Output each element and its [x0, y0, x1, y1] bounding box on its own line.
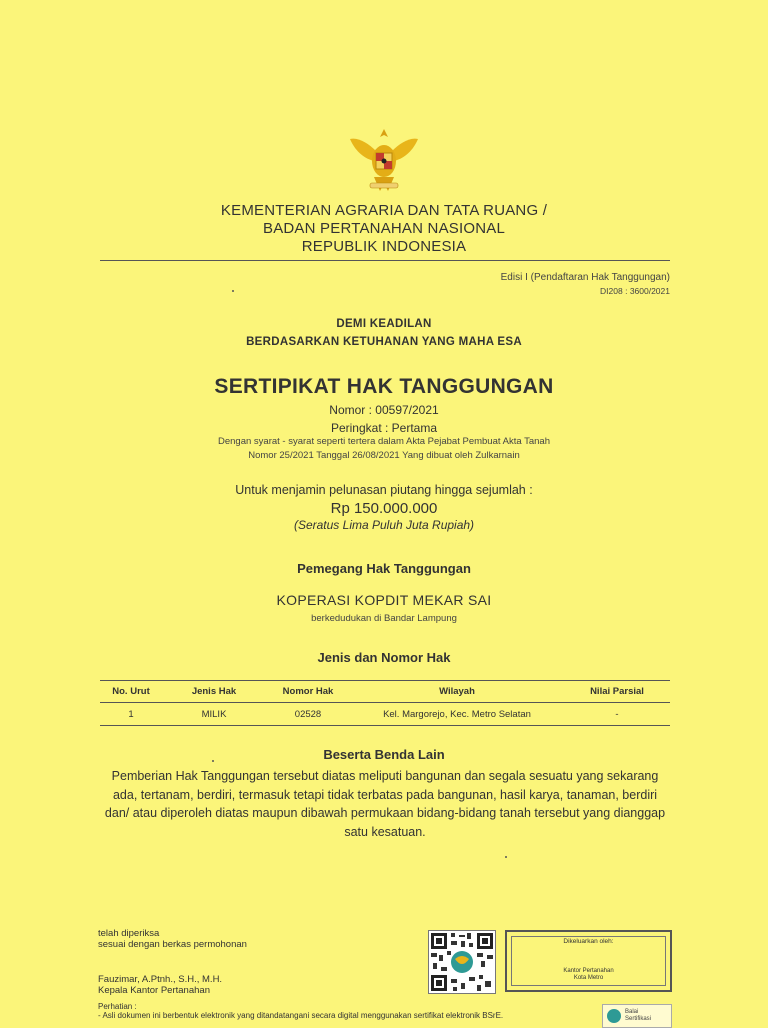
- holder-heading: Pemegang Hak Tanggungan: [297, 561, 471, 576]
- guarantee-amount: Rp 150.000.000: [330, 500, 438, 517]
- holder-domicile: berkedudukan di Bandar Lampung: [311, 613, 457, 624]
- seal-office: [507, 968, 670, 982]
- qr-code-icon: [428, 930, 496, 994]
- cell-nomor-hak: 02528: [266, 703, 350, 726]
- paper-speck: [232, 290, 234, 292]
- preamble-line1: DEMI KEADILAN: [336, 318, 432, 330]
- seal-issued-by: Dikeluarkan oleh:: [563, 938, 614, 945]
- certificate-rank: Peringkat : Pertama: [330, 421, 438, 435]
- paper-speck: [505, 856, 507, 858]
- col-nilai-parsial: Nilai Parsial: [564, 681, 670, 703]
- seal-office-line2: Kota Metro: [573, 975, 604, 981]
- official-name: Fauzimar, A.Ptnh., S.H., M.H.: [98, 974, 223, 985]
- bsre-badge: [602, 1004, 672, 1028]
- guarantee-amount-words: (Seratus Lima Puluh Juta Rupiah): [293, 518, 475, 532]
- certificate-title: SERTIPIKAT HAK TANGGUNGAN: [214, 375, 554, 398]
- attention-line1: - Asli dokumen ini berbentuk elektronik yang ditandatangani secara digital menggunakan sertifikat elektronik BSrE.: [98, 1011, 504, 1020]
- table-row: [100, 703, 670, 726]
- certificate-number: Nomor : 00597/2021: [329, 403, 439, 417]
- issuing-office-seal: [505, 930, 672, 992]
- verification-note: [98, 928, 247, 950]
- col-jenis-hak: Jenis Hak: [162, 681, 266, 703]
- guarantee-intro: Untuk menjamin pelunasan piutang hingga sejumlah :: [235, 483, 533, 497]
- cell-jenis-hak: MILIK: [162, 703, 266, 726]
- rights-table: [100, 680, 670, 726]
- cell-no-urut: 1: [100, 703, 162, 726]
- edition-label: Edisi I (Pendaftaran Hak Tanggungan): [500, 272, 670, 283]
- header-divider: [100, 260, 670, 261]
- other-objects-line3: dan/ atau diperoleh diatas maupun dibawah permukaan bidang-bidang tanah tersebut yang dianggap: [104, 806, 666, 820]
- paper-speck: [212, 760, 214, 762]
- edition-code: DI208 : 3600/2021: [600, 286, 670, 296]
- other-objects-text: [100, 767, 670, 841]
- col-no-urut: No. Urut: [100, 681, 162, 703]
- bsre-line2: Sertifikasi: [625, 1016, 652, 1022]
- cell-wilayah: Kel. Margorejo, Kec. Metro Selatan: [350, 703, 564, 726]
- signing-official: [98, 974, 222, 996]
- col-wilayah: Wilayah: [350, 681, 564, 703]
- rights-heading: Jenis dan Nomor Hak: [317, 650, 451, 665]
- col-nomor-hak: Nomor Hak: [266, 681, 350, 703]
- official-title: Kepala Kantor Pertanahan: [98, 985, 210, 996]
- attention-note: [98, 1002, 503, 1020]
- other-objects-line4: satu kesatuan.: [344, 824, 426, 839]
- other-objects-line2: ada, tertanam, berdiri, termasuk tetapi tidak terbatas pada bangunan, hasil karya, tanaman, berdiri: [112, 787, 658, 802]
- other-objects-heading: Beserta Benda Lain: [323, 747, 445, 762]
- preamble-line2: BERDASARKAN KETUHANAN YANG MAHA ESA: [246, 336, 522, 348]
- deed-condition-line1: Dengan syarat - syarat seperti tertera dalam Akta Pejabat Pembuat Akta Tanah: [218, 436, 550, 447]
- seal-office-line1: Kantor Pertanahan: [563, 968, 614, 974]
- verification-line1: telah diperiksa: [98, 928, 160, 939]
- holder-name: KOPERASI KOPDIT MEKAR SAI: [276, 592, 492, 608]
- other-objects-line1: Pemberian Hak Tanggungan tersebut diatas meliputi bangunan dan segala sesuatu yang sekarang: [111, 769, 659, 783]
- rights-table-header: [100, 681, 670, 703]
- bsre-logo-icon: [607, 1009, 621, 1023]
- ministry-name-line3: REPUBLIK INDONESIA: [301, 238, 467, 255]
- ministry-name-line1: KEMENTERIAN AGRARIA DAN TATA RUANG /: [220, 202, 548, 219]
- bsre-line1: Balai: [625, 1009, 639, 1015]
- attention-heading: Perhatian :: [98, 1002, 137, 1011]
- deed-condition-line2: Nomor 25/2021 Tanggal 26/08/2021 Yang dibuat oleh Zulkarnain: [248, 450, 520, 461]
- bsre-text: [625, 1009, 651, 1023]
- ministry-name-line2: BADAN PERTANAHAN NASIONAL: [262, 220, 505, 237]
- garuda-emblem-icon: [344, 125, 424, 197]
- cell-nilai-parsial: -: [564, 703, 670, 726]
- verification-line2: sesuai dengan berkas permohonan: [98, 939, 247, 950]
